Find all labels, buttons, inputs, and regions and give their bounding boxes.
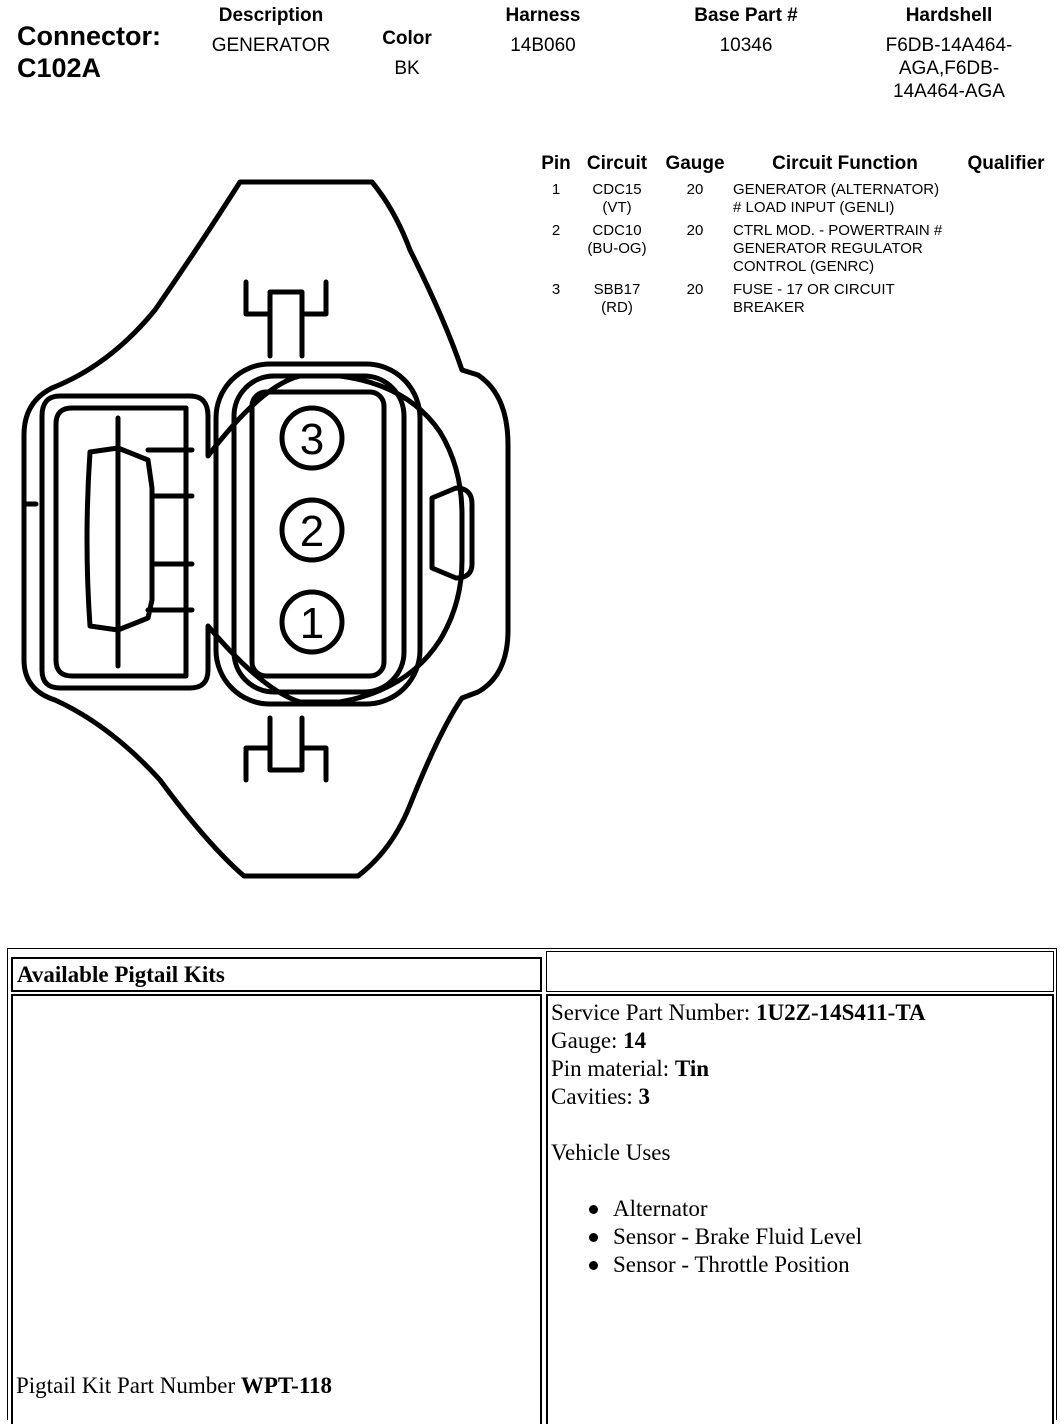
bullet-icon [589, 1233, 598, 1242]
col-pin: Pin [541, 153, 571, 174]
pigtail-info [551, 999, 926, 1279]
pigtail-title: Available Pigtail Kits [17, 962, 225, 987]
circuit-color: (BU-OG) [587, 240, 647, 257]
vehicle-use: Sensor - Brake Fluid Level [613, 1224, 863, 1249]
pigtail-kit-number [16, 1373, 332, 1399]
row1-function [733, 181, 993, 217]
side-tab [432, 488, 472, 578]
list-item [551, 1251, 926, 1279]
row1-circuit [575, 181, 659, 217]
pigtail-header-empty-cell [546, 951, 1054, 992]
cavities-value: 3 [638, 1084, 651, 1109]
cavities-label: Cavities: [551, 1084, 639, 1109]
row2-function [733, 222, 993, 276]
top-key-inner [270, 314, 302, 356]
pin-2-label: 2 [299, 507, 325, 556]
bullet-icon [589, 1205, 598, 1214]
kit-value: WPT-118 [240, 1373, 333, 1398]
gauge-label: Gauge: [551, 1028, 624, 1053]
row3-circuit [575, 281, 659, 317]
gauge-line [551, 1027, 926, 1055]
bottom-key [246, 748, 326, 780]
col-qualifier: Qualifier [967, 153, 1045, 174]
row2-gauge: 20 [686, 222, 704, 239]
hardshell-line: AGA,F6DB- [898, 58, 1000, 79]
vehicle-uses-list [551, 1195, 926, 1279]
housing-outline [24, 182, 508, 876]
pigtail-left-cell [11, 994, 542, 1424]
circuit-code: CDC15 [592, 181, 642, 198]
connector-label: Connector: [17, 21, 161, 51]
function-line: CTRL MOD. - POWERTRAIN # [733, 222, 943, 239]
harness-header: Harness [505, 5, 581, 26]
list-item [551, 1223, 926, 1251]
color-header: Color [382, 28, 432, 49]
col-gauge: Gauge [665, 153, 725, 174]
circuit-color: (VT) [602, 199, 632, 216]
row1-gauge: 20 [686, 181, 704, 198]
function-line: CONTROL (GENRC) [733, 258, 875, 275]
row3-gauge: 20 [686, 281, 704, 298]
color-value: BK [394, 58, 420, 79]
pin-material-label: Pin material: [551, 1056, 675, 1081]
row3-function [733, 281, 993, 317]
kit-label: Pigtail Kit Part Number [16, 1373, 241, 1398]
pin-1-label: 1 [299, 599, 325, 648]
circuit-code: CDC10 [592, 222, 642, 239]
gauge-value: 14 [623, 1028, 647, 1053]
function-line: GENERATOR (ALTERNATOR) [733, 181, 940, 198]
hardshell-line: 14A464-AGA [893, 81, 1005, 102]
vehicle-use: Alternator [613, 1196, 708, 1221]
pigtail-right-cell [546, 994, 1054, 1424]
hardshell-value [870, 34, 1028, 103]
row1-pin: 1 [551, 181, 561, 198]
top-key [246, 282, 326, 314]
pin-material-line [551, 1055, 926, 1083]
hardshell-header: Hardshell [905, 5, 993, 26]
description-header: Description [218, 5, 324, 26]
row2-circuit [575, 222, 659, 258]
service-value: 1U2Z-14S411-TA [756, 1000, 926, 1025]
connector-face-diagram [0, 170, 530, 890]
service-part-line [551, 999, 926, 1027]
function-line: GENERATOR REGULATOR [733, 240, 923, 257]
bullet-icon [589, 1261, 598, 1270]
description-value: GENERATOR [211, 35, 331, 56]
vehicle-uses-heading: Vehicle Uses [551, 1140, 671, 1165]
bottom-key-inner [270, 718, 302, 748]
cavities-line [551, 1083, 926, 1111]
circuit-code: SBB17 [593, 281, 641, 298]
row3-pin: 3 [551, 281, 561, 298]
circuit-color: (RD) [601, 299, 633, 316]
connector-id: C102A [17, 53, 102, 83]
pin-3-label: 3 [299, 415, 325, 464]
col-circuit: Circuit [586, 153, 648, 174]
base-part-value: 10346 [719, 35, 773, 56]
base-part-header: Base Part # [694, 5, 798, 26]
pigtail-title-cell [11, 957, 542, 992]
pin-material-value: Tin [674, 1056, 710, 1081]
list-item [551, 1195, 926, 1223]
vehicle-use: Sensor - Throttle Position [613, 1252, 850, 1277]
row2-pin: 2 [551, 222, 561, 239]
function-line: BREAKER [733, 299, 805, 316]
hardshell-line: F6DB-14A464- [885, 35, 1013, 56]
service-label: Service Part Number: [551, 1000, 757, 1025]
harness-value: 14B060 [510, 35, 576, 56]
col-circuit-function: Circuit Function [772, 153, 918, 174]
function-line: FUSE - 17 OR CIRCUIT [733, 281, 895, 298]
function-line: # LOAD INPUT (GENLI) [733, 199, 895, 216]
